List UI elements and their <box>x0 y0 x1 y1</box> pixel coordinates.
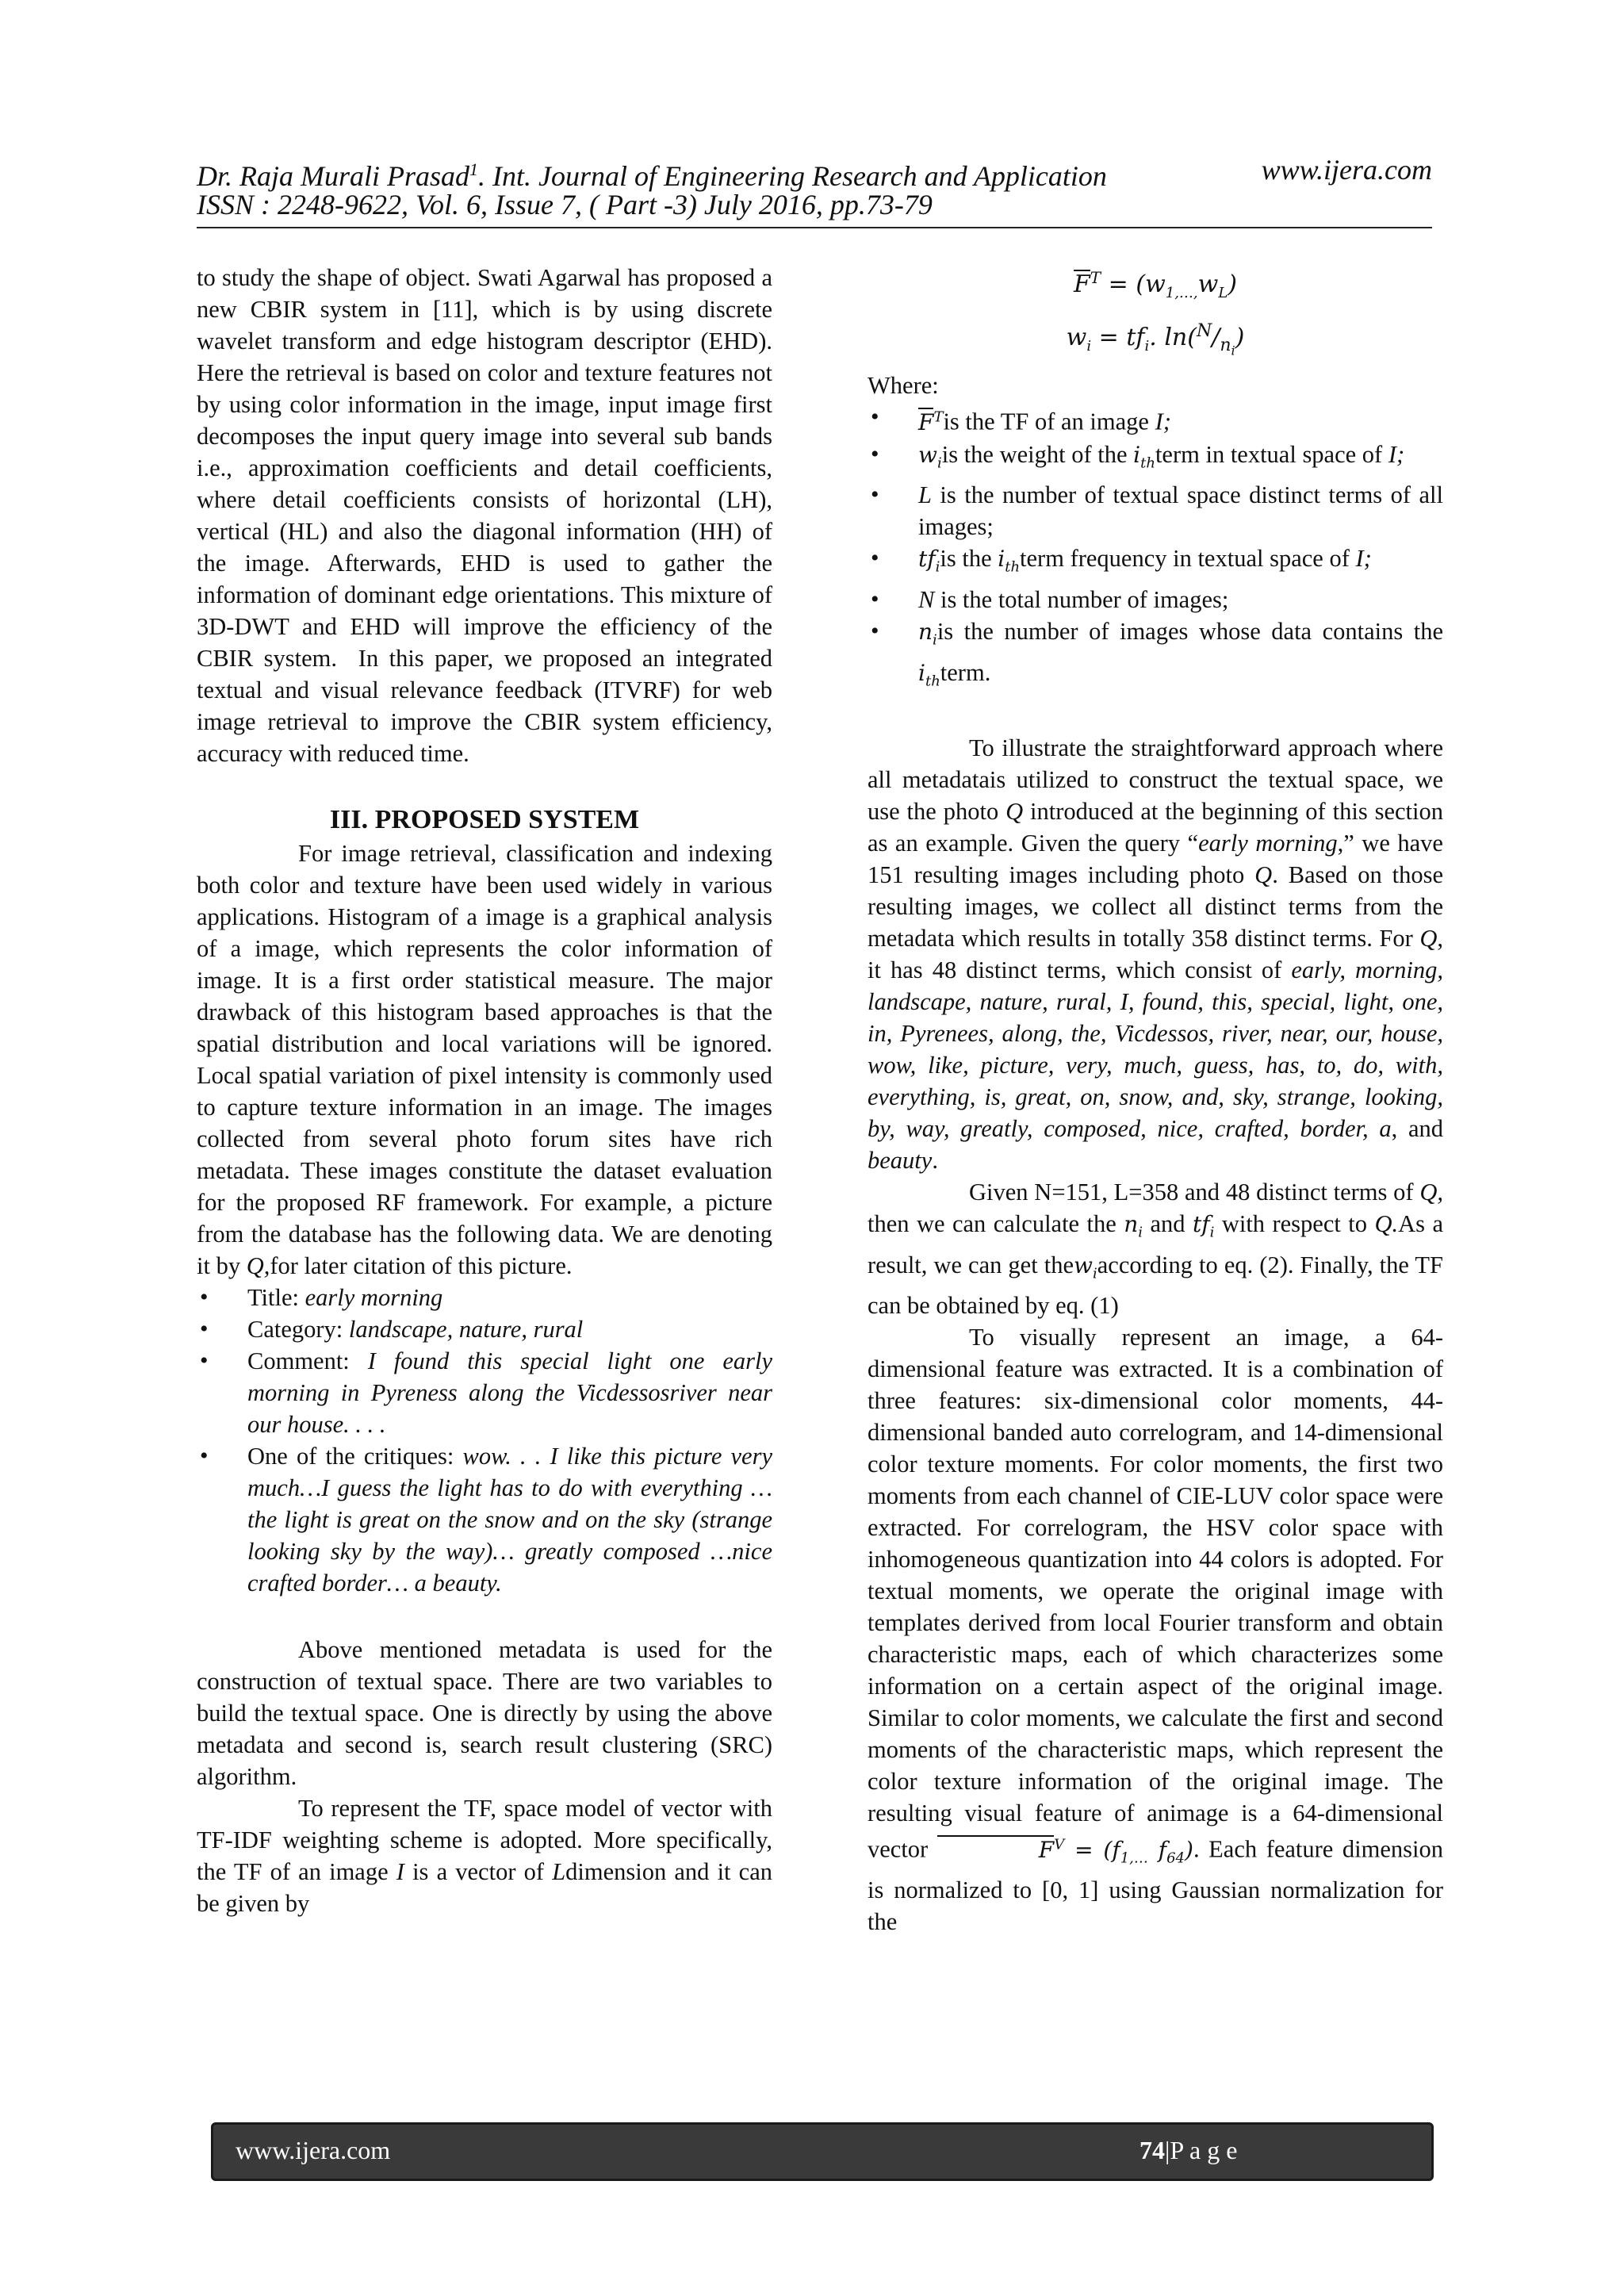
left-column <box>197 262 772 1919</box>
list-item: • L is the number of textual space distinct terms of all images; <box>868 479 1443 542</box>
list-item: • One of the critiques: wow. . . I like this picture very much…I guess the light has to do with everything … the light is great on the snow and on the sky (strange looking sky by the way)… greatly composed …nice crafted border… a beauty. <box>197 1440 772 1599</box>
list-item: • Comment: I found this special light one early morning in Pyreness along the Vicdessosriver near our house. . . . <box>197 1345 772 1440</box>
equation-1: $F^T = (w_{1,\dots,}w_L)$ <box>1073 268 1238 301</box>
list-item: • Category: landscape, nature, rural <box>197 1313 772 1345</box>
list-item: • $F^Tis$ the TF of an image I; <box>868 401 1443 438</box>
running-header <box>197 152 1432 222</box>
page-number: 74|P a g e <box>1139 2136 1238 2164</box>
left-paragraph-proposed: For image retrieval, classification and indexing both color and texture have been used widely in various applications. Histogram of a image is a graphical analysis of a image, which represents the color information of image. It is a first order statistical measure. The major drawback of this histogram based approaches is that the spatial distribution and local variations will be ignored. Local spatial variation of pixel intensity is commonly used to capture texture information in an image. The images collected from several photo forum sites have rich metadata. These images constitute the dataset evaluation for the proposed RF framework. For example, a picture from the database has the following data. We are denoting it by Q,for later citation of this picture. <box>197 840 772 1279</box>
list-item: • N is the total number of images; <box>868 584 1443 615</box>
header-rule <box>197 227 1432 228</box>
where-list <box>868 401 1443 697</box>
equation-2: $w_i = tf_i$. $\ln(^N/_{n_i})$ <box>1066 321 1245 358</box>
left-paragraph-tf: To represent the TF, space model of vector with TF-IDF weighting scheme is adopted. More specifically, the TF of an image I is a vector of Ldimension and it can be given by <box>197 1795 772 1917</box>
right-paragraph-visual: To visually represent an image, a 64-dimensional feature was extracted. It is a combination of three features: six-dimensional color moments, 44-dimensional banded auto correlogram, and 14-dimensional color texture moments. For color moments, the first two moments from each channel of CIE-LUV color space were extracted. For correlogram, the HSV color space with inhomogeneous quantization into 44 colors is adopted. For textual moments, we operate the original image with templates derived from local Fourier transform and obtain characteristic maps, each of which characterizes some information on a certain aspect of the original image. Similar to color moments, we calculate the first and second moments of the characteristic maps, which represent the color texture information of the original image. The resulting visual feature of animage is a 64-dimensional vector $F^V = (f_{1,\dots}$ $f_{64}$). Each feature dimension is normalized to [0, 1] using Gaussian normalization for the <box>868 1324 1443 1936</box>
header-issn-line: ISSN : 2248-9622, Vol. 6, Issue 7, ( Part -3) July 2016, pp.73-79 <box>197 189 933 220</box>
list-item: • Title: early morning <box>197 1282 772 1313</box>
where-label: Where: <box>868 372 939 400</box>
list-item: • $tf_iis$ the $i_{th}term$ frequency in textual space of I; <box>868 542 1443 584</box>
right-paragraph-given: Given N=151, L=358 and 48 distinct terms of Q, then we can calculate the $n_i$ and $tf_i$ with respect to Q.As a result, we can get thew$_i$according to eq. (2). Finally, the TF can be obtained by eq. (1) <box>868 1179 1444 1320</box>
page-footer <box>211 2122 1434 2181</box>
list-item: • $n_iis$ the number of images whose data contains the $i_{th}term$. <box>868 615 1443 697</box>
left-paragraph-intro: to study the shape of object. Swati Agarwal has proposed a new CBIR system in [11], which is by using discrete wavelet transform and edge histogram descriptor (EHD). Here the retrieval is based on color and texture features not by using color information in the image, input image first decomposes the input query image into several sub bands i.e., approximation coefficients and detail coefficients, where detail coefficients consists of horizontal (LH), vertical (HL) and also the diagonal information (HH) of the image. Afterwards, EHD is used to gather the information of dominant edge orientations. This mixture of 3D-DWT and EHD will improve the efficiency of the CBIR system. In this paper, we proposed an integrated textual and visual relevance feedback (ITVRF) for web image retrieval to improve the CBIR system efficiency, accuracy with reduced time. <box>197 264 772 767</box>
footer-site-link[interactable]: www.ijera.com <box>236 2136 391 2164</box>
header-citation-line: Dr. Raja Murali Prasad$^1$. Int. Journal of Engineering Research and Application www.ijera.com <box>197 154 1432 192</box>
header-site[interactable]: www.ijera.com <box>1261 154 1432 186</box>
metadata-list <box>197 1282 772 1599</box>
list-item: • $w_iis$ the weight of the $i_{th}term$ in textual space of I; <box>868 439 1443 480</box>
right-column <box>868 259 1443 1938</box>
left-paragraph-metadata: Above mentioned metadata is used for the construction of textual space. There are two variables to build the textual space. One is directly by using the above metadata and second is, search result clustering (SRC) algorithm. <box>197 1636 772 1790</box>
section-title: III. PROPOSED SYSTEM <box>329 805 640 834</box>
right-paragraph-example: To illustrate the straightforward approach where all metadatais utilized to construct the textual space, we use the photo Q introduced at the beginning of this section as an example. Given the query “early morning,” we have 151 resulting images including photo Q. Based on those resulting images, we collect all distinct terms from the metadata which results in totally 358 distinct terms. For Q, it has 48 distinct terms, which consist of early, morning, landscape, nature, rural, I, found, this, special, light, one, in, Pyrenees, along, the, Vicdessos, river, near, our, house, wow, like, picture, very, much, guess, has, to, do, with, everything, is, great, on, snow, and, sky, strange, looking, by, way, greatly, composed, nice, crafted, border, a, and beauty. <box>868 734 1444 1175</box>
